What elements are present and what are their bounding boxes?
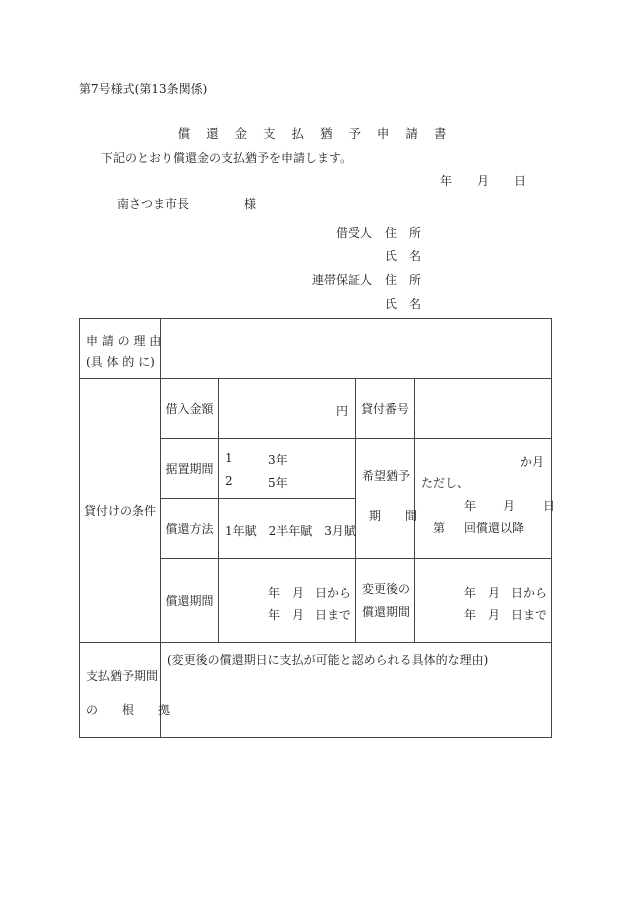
desired-deferment-label-cell — [356, 439, 418, 559]
changed-period-label-line1: 変更後の — [362, 582, 411, 596]
changed-to-year: 年 — [464, 608, 477, 622]
document-title: 償 還 金 支 払 猶 予 申 請 書 — [177, 126, 453, 141]
basis-label-cell — [80, 643, 171, 738]
deferment-option-2-num[interactable]: 2 — [225, 474, 233, 488]
honorific: 様 — [244, 197, 257, 211]
repayment-method-label-cell — [161, 499, 219, 559]
loan-number-field[interactable] — [415, 379, 552, 439]
repayment-method-options[interactable] — [219, 499, 356, 559]
form-number: 第7号様式(第13条関係) — [79, 82, 208, 96]
repayment-to-month: 月 — [292, 608, 305, 622]
borrower-address-label: 住 所 — [385, 226, 422, 240]
addressee: 南さつま市長 — [117, 197, 190, 211]
loan-number-label-cell — [356, 379, 415, 439]
loan-number-label: 貸付番号 — [360, 402, 409, 416]
application-form-table — [79, 318, 556, 738]
reason-label-cell — [80, 319, 161, 379]
changed-from-year: 年 — [464, 586, 477, 600]
repayment-from-month: 月 — [292, 586, 305, 600]
deferment-period-label-cell — [161, 439, 219, 499]
conditions-label-cell — [80, 379, 161, 643]
deferment-period-options — [219, 439, 356, 499]
loan-amount-label: 借入金額 — [165, 402, 214, 416]
repayment-method-label: 償還方法 — [165, 522, 214, 536]
conditions-label: 貸付けの条件 — [83, 504, 156, 518]
loan-amount-field[interactable] — [219, 379, 356, 439]
changed-to-day: 日まで — [511, 608, 548, 622]
guarantor-label: 連帯保証人 — [312, 273, 373, 287]
date-day: 日 — [514, 174, 527, 188]
repayment-to-year: 年 — [268, 608, 281, 622]
basis-label-line1: 支払猶予期間 — [86, 669, 159, 683]
basis-label-line2: の 根 拠 — [86, 703, 171, 717]
guarantor-address-label: 住 所 — [385, 273, 422, 287]
however-text: ただし、 — [421, 476, 470, 490]
deferment-start-day: 日 — [543, 499, 556, 513]
deferment-option-1-years: 3年 — [268, 453, 288, 467]
desired-deferment-label-line1: 希望猶予 — [362, 469, 411, 483]
basis-field[interactable] — [161, 643, 552, 738]
changed-to-month: 月 — [488, 608, 501, 622]
repayment-method-choices: 1年賦 2半年賦 3月賦 — [225, 524, 356, 538]
reason-label-line1: 申 請 の 理 由 — [86, 334, 162, 348]
borrower-name-label: 氏 名 — [385, 249, 422, 263]
repayment-period-label: 償還期間 — [165, 594, 214, 608]
installment-suffix: 回償還以降 — [464, 521, 525, 535]
deferment-period-label: 据置期間 — [165, 462, 214, 476]
repayment-period-label-cell — [161, 559, 219, 643]
changed-period-label-cell — [356, 559, 415, 643]
borrower-label: 借受人 — [336, 226, 373, 240]
date-year: 年 — [440, 174, 453, 188]
deferment-start-year: 年 — [464, 499, 477, 513]
installment-prefix: 第 — [433, 521, 446, 535]
basis-note: (変更後の償還期日に支払が可能と認められる具体的な理由) — [167, 653, 489, 667]
guarantor-name-label: 氏 名 — [385, 297, 422, 311]
changed-period-field[interactable] — [415, 559, 552, 643]
changed-from-day: 日から — [511, 586, 548, 600]
repayment-from-day: 日から — [315, 586, 352, 600]
changed-period-label-line2: 償還期間 — [362, 605, 411, 619]
loan-amount-label-cell — [161, 379, 219, 439]
repayment-to-day: 日まで — [315, 608, 352, 622]
date-month: 月 — [477, 174, 490, 188]
desired-deferment-label-line2: 期 間 — [369, 509, 418, 523]
deferment-option-2-years: 5年 — [268, 476, 288, 490]
reason-field[interactable] — [161, 319, 552, 379]
changed-from-month: 月 — [488, 586, 501, 600]
deferment-start-month: 月 — [503, 499, 516, 513]
repayment-period-field[interactable] — [219, 559, 356, 643]
desired-deferment-field[interactable] — [415, 439, 556, 559]
months-unit: か月 — [519, 455, 544, 469]
deferment-option-1-num[interactable]: 1 — [225, 451, 233, 465]
repayment-from-year: 年 — [268, 586, 281, 600]
yen-unit: 円 — [335, 404, 348, 418]
intro-text: 下記のとおり償還金の支払猶予を申請します。 — [101, 151, 353, 165]
reason-label-line2: (具 体 的 に) — [86, 355, 155, 369]
